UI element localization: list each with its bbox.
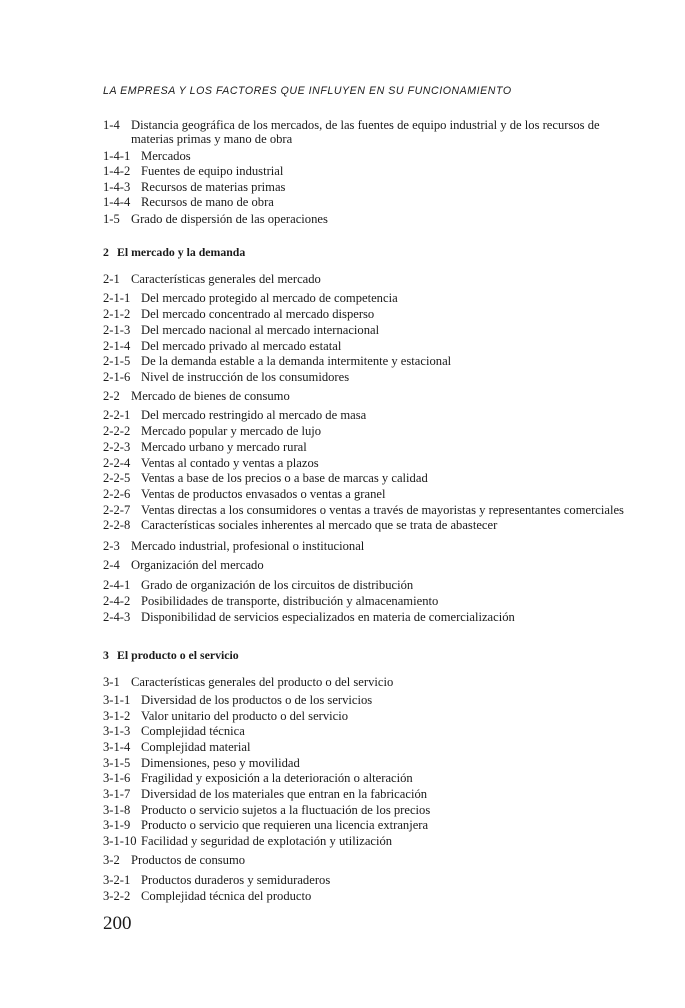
item-number: 2-1-2	[103, 307, 131, 321]
item-text: Del mercado restringido al mercado de masa	[141, 408, 367, 422]
item-text: Mercado industrial, profesional o institucional	[131, 539, 365, 553]
item-number: 3-1-6	[103, 771, 131, 785]
item-text: Fragilidad y exposición a la deterioración o alteración	[141, 771, 413, 785]
item-number: 3-1-7	[103, 787, 131, 801]
item-text: Del mercado nacional al mercado internacional	[141, 323, 380, 337]
list-item	[103, 503, 624, 518]
list-item	[103, 291, 398, 306]
list-item	[103, 610, 515, 625]
item-text: Diversidad de los productos o de los servicios	[141, 693, 373, 707]
item-number: 2-2-4	[103, 456, 131, 470]
section-heading: 2 El mercado y la demanda	[103, 245, 246, 259]
list-item	[103, 456, 319, 471]
list-item	[103, 873, 330, 888]
item-text: Disponibilidad de servicios especializados en materia de comercialización	[141, 610, 515, 624]
list-item	[103, 709, 348, 724]
item-text: Mercado popular y mercado de lujo	[141, 424, 322, 438]
list-item	[103, 853, 245, 868]
item-number: 3-1-5	[103, 756, 131, 770]
item-number: 2-3	[103, 539, 120, 553]
item-text: Del mercado concentrado al mercado disperso	[141, 307, 375, 321]
item-number: 2-4-2	[103, 594, 131, 608]
page-number: 200	[103, 913, 132, 934]
item-number: 2-2-3	[103, 440, 131, 454]
item-number: 2-2-1	[103, 408, 131, 422]
list-item	[103, 389, 290, 404]
item-number: 3-2	[103, 853, 120, 867]
item-text: Dimensiones, peso y movilidad	[141, 756, 300, 770]
list-item: 1-5 Grado de dispersión de las operaciones	[103, 212, 328, 226]
list-item: 1-4-4 Recursos de mano de obra	[103, 195, 274, 209]
list-item	[103, 834, 392, 849]
item-number: 3-1-4	[103, 740, 131, 754]
list-item	[103, 818, 428, 833]
item-text: Características sociales inherentes al mercado que se trata de abastecer	[141, 518, 498, 532]
item-text: Nivel de instrucción de los consumidores	[141, 370, 350, 384]
item-number: 2-4-3	[103, 610, 131, 624]
list-item	[103, 578, 413, 593]
list-item	[103, 323, 379, 338]
item-number: 3-1	[103, 675, 120, 689]
list-item	[103, 675, 393, 690]
running-header: LA EMPRESA Y LOS FACTORES QUE INFLUYEN EN SU FUNCIONAMIENTO	[103, 85, 512, 97]
item-number: 3-1-8	[103, 803, 131, 817]
item-text: Facilidad y seguridad de explotación y utilización	[141, 834, 393, 848]
item-text: Complejidad técnica del producto	[141, 889, 312, 903]
list-item	[103, 370, 349, 385]
item-text: Productos duraderos y semiduraderos	[141, 873, 331, 887]
item-number: 2-2-2	[103, 424, 131, 438]
item-text: Ventas al contado y ventas a plazos	[141, 456, 319, 470]
item-number: 2-4	[103, 558, 120, 572]
list-item	[103, 889, 311, 904]
list-item-continuation: materias primas y mano de obra	[131, 132, 293, 146]
list-item	[103, 408, 366, 423]
item-text: Ventas directas a los consumidores o ventas a través de mayoristas y representantes comerciales	[141, 503, 624, 517]
item-number: 2-1-5	[103, 354, 131, 368]
list-item	[103, 539, 364, 554]
list-item	[103, 471, 428, 486]
item-number: 2-1-3	[103, 323, 131, 337]
list-item	[103, 787, 427, 802]
item-number: 3-2-1	[103, 873, 131, 887]
item-text: Del mercado protegido al mercado de competencia	[141, 291, 398, 305]
list-item: 1-4-3 Recursos de materias primas	[103, 180, 286, 194]
item-number: 3-1-1	[103, 693, 131, 707]
item-text: Producto o servicio que requieren una licencia extranjera	[141, 818, 429, 832]
item-number: 3-1-3	[103, 724, 131, 738]
list-item	[103, 307, 374, 322]
item-text: Complejidad material	[141, 740, 251, 754]
item-text: Valor unitario del producto o del servicio	[141, 709, 349, 723]
item-number: 2-1	[103, 272, 120, 286]
item-text: Del mercado privado al mercado estatal	[141, 339, 342, 353]
list-item	[103, 424, 321, 439]
item-number: 2-1-1	[103, 291, 131, 305]
item-number: 2-2-8	[103, 518, 131, 532]
list-item	[103, 487, 385, 502]
list-item: 1-4 Distancia geográfica de los mercados, de las fuentes de equipo industrial y de los recursos de	[103, 118, 600, 132]
list-item	[103, 756, 300, 771]
item-number: 2-2	[103, 389, 120, 403]
item-number: 2-2-6	[103, 487, 131, 501]
item-text: Organización del mercado	[131, 558, 264, 572]
list-item	[103, 272, 321, 287]
item-text: Características generales del producto o del servicio	[131, 675, 394, 689]
section-heading: 3 El producto o el servicio	[103, 648, 239, 662]
list-item	[103, 693, 372, 708]
list-item	[103, 724, 245, 739]
item-number: 3-1-9	[103, 818, 131, 832]
list-item	[103, 354, 451, 369]
item-text: Grado de organización de los circuitos de distribución	[141, 578, 414, 592]
item-number: 2-4-1	[103, 578, 131, 592]
list-item: 1-4-1 Mercados	[103, 149, 191, 163]
list-item	[103, 740, 250, 755]
item-text: Ventas a base de los precios o a base de marcas y calidad	[141, 471, 428, 485]
list-item	[103, 558, 264, 573]
item-text: Productos de consumo	[131, 853, 246, 867]
item-text: Posibilidades de transporte, distribución y almacenamiento	[141, 594, 439, 608]
list-item	[103, 440, 307, 455]
item-number: 2-1-6	[103, 370, 131, 384]
item-text: Complejidad técnica	[141, 724, 245, 738]
item-number: 2-1-4	[103, 339, 131, 353]
item-number: 3-2-2	[103, 889, 131, 903]
item-number: 3-1-10	[103, 834, 137, 848]
list-item	[103, 339, 341, 354]
item-text: Mercado urbano y mercado rural	[141, 440, 307, 454]
list-item	[103, 803, 430, 818]
item-number: 2-2-5	[103, 471, 131, 485]
item-text: Producto o servicio sujetos a la fluctuación de los precios	[141, 803, 431, 817]
item-number: 2-2-7	[103, 503, 131, 517]
item-number: 3-1-2	[103, 709, 131, 723]
item-text: Ventas de productos envasados o ventas a granel	[141, 487, 386, 501]
item-text: Diversidad de los materiales que entran en la fabricación	[141, 787, 428, 801]
item-text: De la demanda estable a la demanda intermitente y estacional	[141, 354, 452, 368]
list-item	[103, 771, 413, 786]
list-item	[103, 594, 438, 609]
item-text: Características generales del mercado	[131, 272, 321, 286]
list-item	[103, 518, 497, 533]
item-text: Mercado de bienes de consumo	[131, 389, 290, 403]
list-item: 1-4-2 Fuentes de equipo industrial	[103, 164, 284, 178]
